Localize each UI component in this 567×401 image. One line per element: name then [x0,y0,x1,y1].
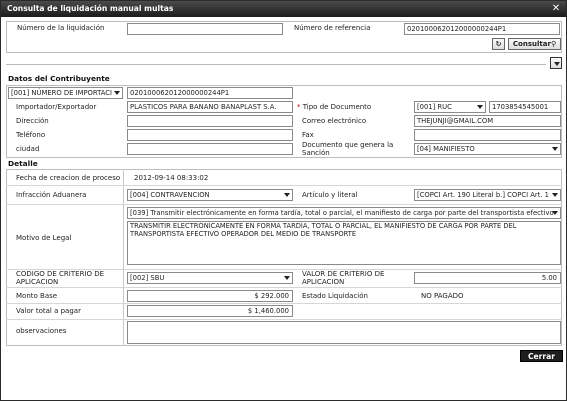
telefono-label: Teléfono [16,131,46,139]
importador-input[interactable]: PLASTICOS PARA BANANO BANAPLAST S.A. [127,101,293,113]
ciudad-label: ciudad [16,145,40,153]
motivo-label: Motivo de Legal [16,234,72,242]
referencia-input[interactable]: 020100062012000000244P1 [404,23,560,35]
refresh-button[interactable] [492,38,505,50]
fecha-value: 2012-09-14 08:33:02 [134,174,209,182]
fax-label: Fax [302,131,314,139]
chevron-down-icon [552,147,558,151]
fax-input[interactable] [414,129,561,141]
search-icon: ⚲ [550,40,557,48]
ciudad-input[interactable] [127,143,293,155]
infraccion-label: Infracción Aduanera [16,191,87,199]
doc-sancion-value: [04] MANIFIESTO [417,145,475,153]
row-divider [6,204,562,205]
tipo-doc-value: [001] RUC [417,103,452,111]
infraccion-value: [004] CONTRAVENCION [130,191,210,199]
observaciones-textarea[interactable] [127,321,561,344]
motivo-select[interactable] [127,207,561,219]
direccion-label: Dirección [16,117,49,125]
estado-value: NO PAGADO [421,292,464,300]
chevron-down-icon [477,105,483,109]
referencia-label: Número de referencia [294,24,371,32]
doc-sancion-select[interactable] [414,143,561,155]
id-type-value: [001] NÚMERO DE IMPORTACI [11,89,113,97]
criterio-select[interactable] [127,272,293,284]
articulo-select[interactable] [414,189,561,201]
divider [6,64,546,65]
motivo-textarea[interactable]: TRANSMITIR ELECTRÓNICAMENTE EN FORMA TARDÍA, TOTAL O PARCIAL, EL MANIFIESTO DE CARGA POR PARTE DEL TRANSPORTISTA EFECTIVO OPERADOR DEL MEDIO DE TRANSPORTE [127,221,561,265]
chevron-down-icon [552,211,558,215]
tipo-doc-label: * Tipo de Documento [297,103,372,111]
total-label: Valor total a pagar [16,307,81,315]
total-input[interactable]: $ 1,460.000 [127,305,293,317]
criterio-value: [002] SBU [130,274,165,282]
chevron-down-icon [284,276,290,280]
row-divider [6,185,562,186]
cerrar-button[interactable]: Cerrar [520,350,563,362]
tipo-doc-select[interactable] [414,101,486,113]
direccion-input[interactable] [127,115,293,127]
expand-button[interactable] [550,57,562,69]
chevron-down-icon [284,193,290,197]
contribuyente-section-title: Datos del Contribuyente [8,74,110,83]
chevron-down-icon [552,193,558,197]
row-divider [6,303,562,304]
monto-label: Monto Base [16,292,58,300]
consultar-label: Consultar [512,40,551,48]
fecha-label: Fecha de creacion de proceso [16,174,121,182]
telefono-input[interactable] [127,129,293,141]
detalle-section-title: Detalle [8,159,38,168]
correo-label: Correo electrónico [302,117,367,125]
id-type-select[interactable] [8,87,123,99]
title-bar [1,1,566,17]
refresh-icon: ↻ [495,40,502,48]
articulo-value: [COPCI Art. 190 Literal b.] COPCI Art. 1 [417,191,549,199]
window-title: Consulta de liquidación manual multas [7,4,174,13]
motivo-select-value: [039] Transmitir electrónicamente en forma tardía, total o parcial, el manifiesto de carga por parte del transportista efectivo [130,209,554,217]
valor-criterio-label: VALOR DE CRITERIO DE APLICACION [302,270,385,286]
correo-input[interactable]: THEJUNJI@GMAIL.COM [414,115,561,127]
infraccion-select[interactable] [127,189,293,201]
importador-label: Importador/Exportador [16,103,97,111]
liquidacion-label: Número de la liquidación [17,24,105,32]
observaciones-label: observaciones [16,327,67,335]
row-divider [6,287,562,288]
close-icon[interactable]: ✕ [551,3,561,14]
criterio-label: CODIGO DE CRITERIO DE APLICACION [16,270,105,286]
estado-label: Estado Liquidación [302,292,368,300]
row-divider [6,319,562,320]
doc-number-input[interactable]: 1703854545001 [489,101,561,113]
chevron-down-icon [554,62,560,66]
monto-input[interactable]: $ 292.000 [127,290,293,302]
articulo-label: Artículo y literal [302,191,358,199]
consultar-button[interactable] [508,38,561,50]
id-number-input[interactable]: 020100062012000000244P1 [127,87,293,99]
valor-criterio-input[interactable]: 5.00 [414,272,561,284]
chevron-down-icon [114,91,120,95]
doc-sancion-label: Documento que genera la Sanción [302,141,394,157]
liquidacion-input[interactable] [127,23,283,35]
